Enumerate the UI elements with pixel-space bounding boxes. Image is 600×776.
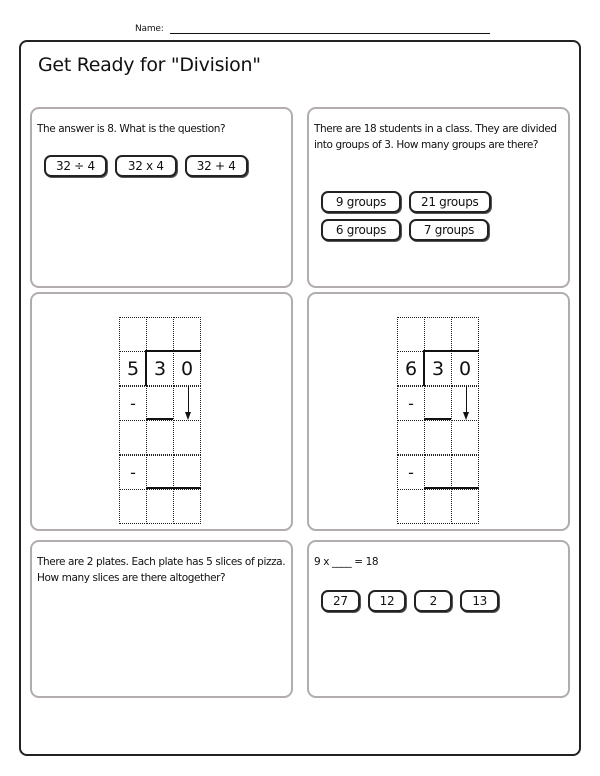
grid-cell[interactable] xyxy=(173,420,201,455)
question-text: The answer is 8. What is the question? xyxy=(37,123,226,135)
dividend-digit-cell: 3 xyxy=(424,351,452,386)
grid-cell[interactable] xyxy=(424,386,452,421)
grid-cell[interactable] xyxy=(451,489,479,524)
name-field xyxy=(135,24,490,34)
dividend-digit-cell: 0 xyxy=(451,351,479,386)
grid-cell[interactable] xyxy=(146,420,174,455)
division-bracket-vertical xyxy=(145,351,147,385)
grid-cell[interactable] xyxy=(146,455,174,490)
choice-button[interactable]: 27 xyxy=(321,590,360,612)
subtraction-line xyxy=(424,487,479,489)
question-text: There are 18 students in a class. They are divided into groups of 3. How many groups are there? xyxy=(314,123,557,151)
minus-sign-cell: - xyxy=(397,386,425,421)
grid-cell[interactable] xyxy=(397,317,425,352)
division-bracket-top xyxy=(145,350,201,352)
divisor-cell: 6 xyxy=(397,351,425,386)
grid-cell[interactable] xyxy=(424,489,452,524)
choice-button[interactable]: 13 xyxy=(460,590,499,612)
grid-cell[interactable] xyxy=(173,489,201,524)
grid-cell[interactable] xyxy=(397,420,425,455)
dividend-digit-cell: 0 xyxy=(173,351,201,386)
subtraction-line xyxy=(146,487,201,489)
choice-button[interactable]: 32 + 4 xyxy=(185,155,248,177)
grid-cell[interactable] xyxy=(424,420,452,455)
name-label: Name: xyxy=(135,24,164,34)
grid-cell[interactable] xyxy=(424,455,452,490)
grid-cell[interactable] xyxy=(119,317,147,352)
grid-cell[interactable] xyxy=(146,317,174,352)
grid-cell[interactable] xyxy=(424,317,452,352)
choice-button[interactable]: 9 groups xyxy=(321,191,401,213)
grid-cell[interactable] xyxy=(451,455,479,490)
grid-cell[interactable] xyxy=(173,455,201,490)
choice-button[interactable]: 12 xyxy=(368,590,407,612)
question-panel-6 xyxy=(307,540,570,698)
answer-choices xyxy=(44,155,248,177)
long-division-panel-1 xyxy=(30,292,293,531)
bring-down-arrow-icon xyxy=(188,386,189,414)
minus-sign-cell: - xyxy=(119,386,147,421)
arrow-head-icon xyxy=(185,412,191,420)
question-panel-1 xyxy=(30,107,293,288)
choice-button[interactable]: 2 xyxy=(414,590,452,612)
grid-cell[interactable] xyxy=(451,420,479,455)
answer-choices xyxy=(321,191,501,241)
choice-button[interactable]: 6 groups xyxy=(321,219,401,241)
grid-cell[interactable] xyxy=(119,420,147,455)
grid-cell[interactable] xyxy=(146,386,174,421)
divisor-cell: 5 xyxy=(119,351,147,386)
question-text: 9 x ____ = 18 xyxy=(314,556,379,568)
subtraction-line xyxy=(146,418,173,420)
question-panel-5 xyxy=(30,540,293,698)
division-bracket-top xyxy=(423,350,479,352)
choice-button[interactable]: 32 x 4 xyxy=(115,155,177,177)
grid-cell[interactable] xyxy=(146,489,174,524)
minus-sign-cell: - xyxy=(397,455,425,490)
dividend-digit-cell: 3 xyxy=(146,351,174,386)
subtraction-line xyxy=(424,418,451,420)
minus-sign-cell: - xyxy=(119,455,147,490)
name-input-line[interactable] xyxy=(170,24,490,34)
choice-button[interactable]: 7 groups xyxy=(409,219,489,241)
long-division-panel-2 xyxy=(307,292,570,531)
grid-cell[interactable] xyxy=(173,317,201,352)
choice-button[interactable]: 21 groups xyxy=(409,191,491,213)
division-bracket-vertical xyxy=(423,351,425,385)
arrow-head-icon xyxy=(463,412,469,420)
grid-cell[interactable] xyxy=(397,489,425,524)
question-text: There are 2 plates. Each plate has 5 slices of pizza. How many slices are there altogether? xyxy=(37,556,286,584)
grid-cell[interactable] xyxy=(451,317,479,352)
answer-choices xyxy=(321,590,499,612)
bring-down-arrow-icon xyxy=(466,386,467,414)
choice-button[interactable]: 32 ÷ 4 xyxy=(44,155,107,177)
grid-cell[interactable] xyxy=(119,489,147,524)
question-panel-2 xyxy=(307,107,570,288)
page-title: Get Ready for "Division" xyxy=(38,54,261,76)
